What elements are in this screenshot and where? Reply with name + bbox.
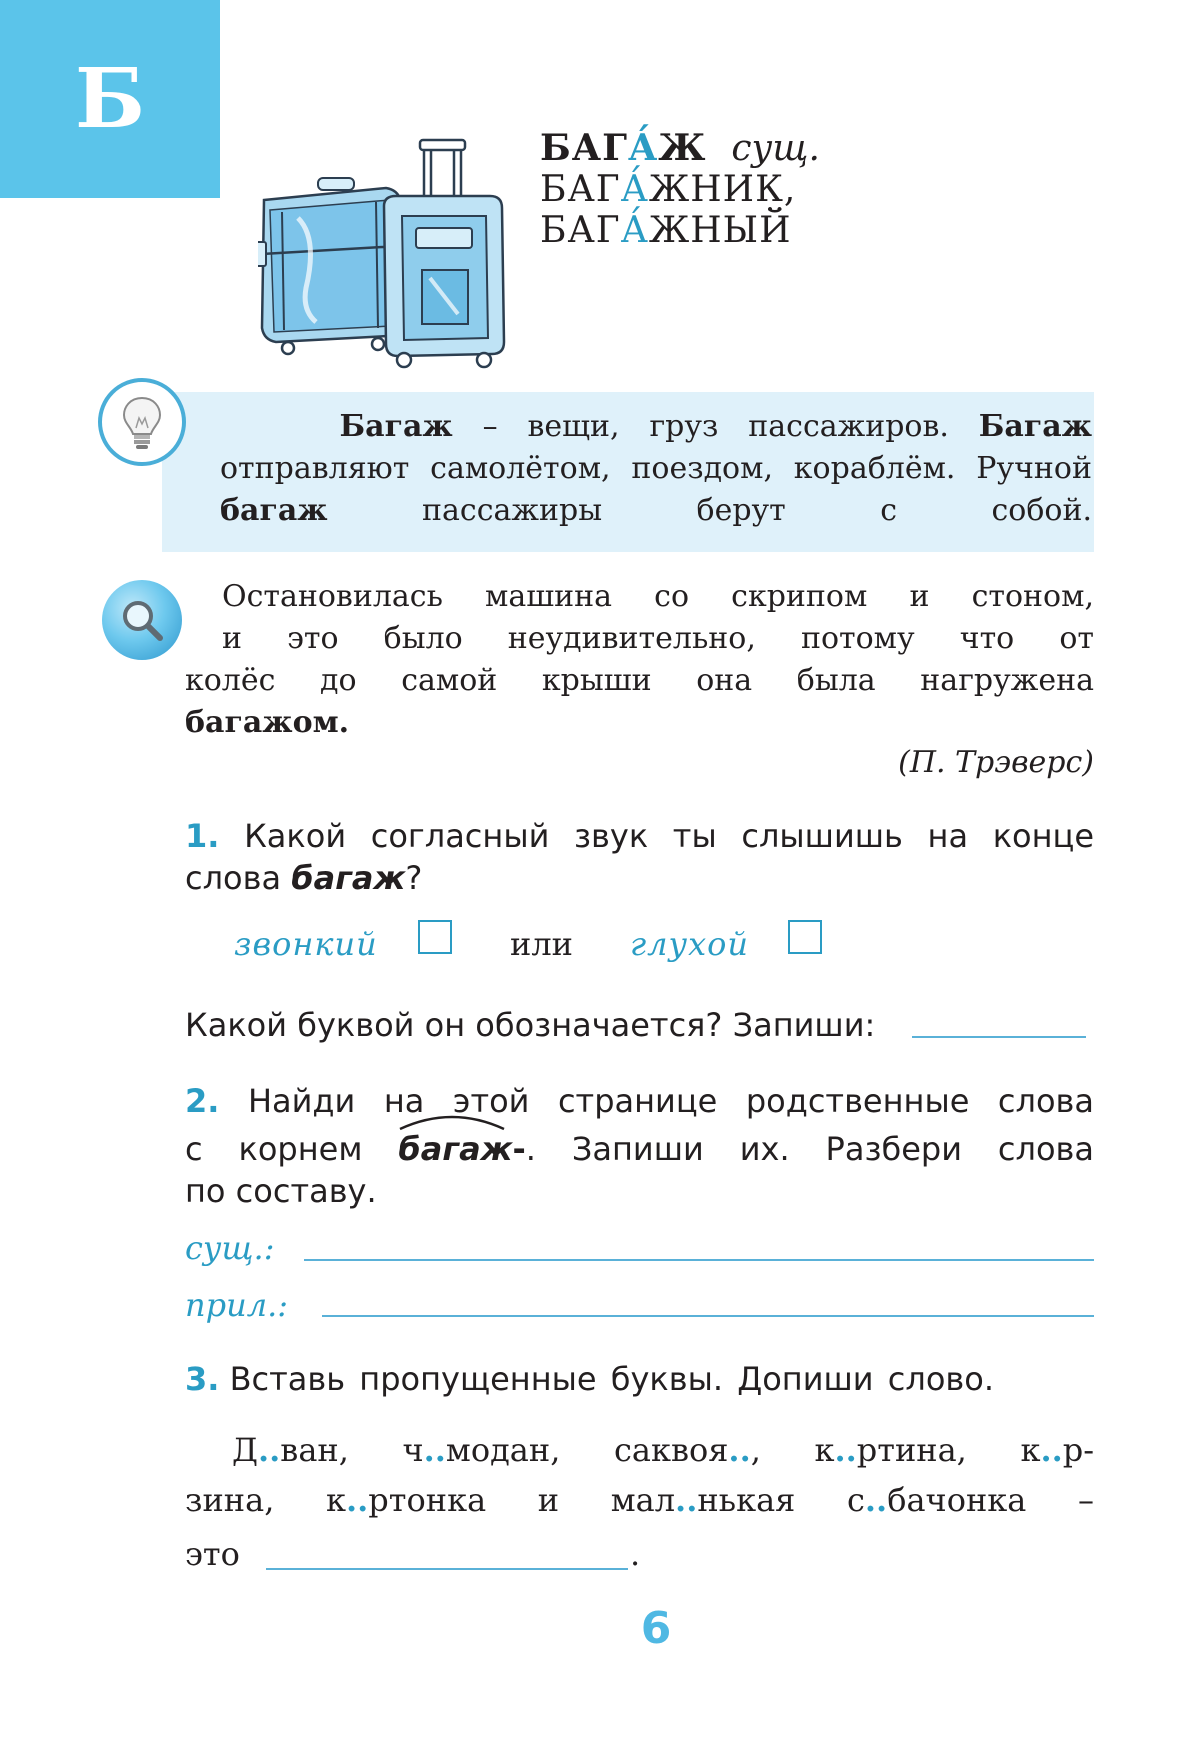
derived-word-part: БАГ [540, 210, 621, 251]
definition-text [220, 406, 1092, 532]
lightbulb-icon [98, 378, 186, 466]
definition-keyword: Багаж [339, 409, 453, 444]
missing-letter-dots[interactable]: .. [1040, 1431, 1063, 1469]
exercise-1-text: ? [405, 859, 423, 897]
word-part: ван, [280, 1431, 349, 1469]
exercise-1-text: слова [185, 859, 292, 897]
definition-keyword: багаж [220, 493, 328, 528]
letter-answer-line[interactable] [912, 1036, 1086, 1038]
missing-letter-dots[interactable]: .. [864, 1481, 888, 1519]
word-sobachonka [847, 1481, 1094, 1519]
section-letter: Б [74, 51, 146, 147]
root-mark [398, 1127, 512, 1171]
word-malenkaya [611, 1481, 796, 1519]
exercise-1-line-2 [185, 856, 422, 900]
section-letter-tab [0, 0, 220, 198]
exercise-2-line-2 [185, 1127, 1094, 1171]
word-part: модан, [445, 1431, 561, 1469]
definition-part: – вещи, груз пассажиров. [452, 409, 979, 444]
final-word-answer-line[interactable] [266, 1568, 628, 1570]
exercise-2-root: багаж [398, 1130, 513, 1168]
word-part: , [750, 1431, 761, 1469]
adjective-answer-line[interactable] [322, 1315, 1094, 1317]
option-voiceless-label: глухой [630, 925, 750, 963]
exercise-2-root-dash: - [512, 1130, 526, 1168]
exercise-1-line-1 [185, 814, 1094, 858]
exercise-2-text: . Запиши их. Разбери слова [525, 1130, 1095, 1168]
word-part: с [846, 1481, 865, 1519]
exercise-1-text: Какой согласный звук ты слышишь на конце [244, 817, 1095, 855]
word-part: к [814, 1431, 835, 1469]
exercise-1-number: 1. [185, 817, 220, 855]
missing-letter-dots[interactable]: .. [675, 1481, 698, 1519]
missing-letter-dots[interactable]: .. [346, 1481, 369, 1519]
quote-line-3: колёс до самой крыши она была нагружена [185, 663, 1094, 698]
word-part: Д [232, 1431, 259, 1469]
exercise-3-words-line-1 [232, 1428, 1094, 1472]
derived-word-accent: А́ [620, 169, 649, 210]
word-korzina-end: зина, [185, 1481, 275, 1519]
derived-word-part: ЖНЫЙ [648, 210, 792, 251]
word-part: нькая [697, 1481, 796, 1519]
word-korzina-start [1020, 1431, 1094, 1469]
luggage-illustration [258, 138, 510, 370]
derived-word-part: ЖНИК, [648, 169, 797, 210]
noun-answer-line[interactable] [304, 1259, 1094, 1261]
page-number: 6 [640, 1603, 672, 1654]
word-part: ртонка [368, 1481, 487, 1519]
missing-letter-dots[interactable]: .. [728, 1431, 751, 1469]
derived-word-2 [540, 210, 980, 251]
word-part: ч [402, 1431, 424, 1469]
noun-label: сущ.: [185, 1229, 275, 1267]
word-part: к [1020, 1431, 1041, 1469]
word-sakvoyazh [614, 1431, 761, 1469]
derived-word-part: БАГ [540, 169, 621, 210]
part-of-speech: сущ. [731, 128, 820, 169]
exercise-3-words-line-2 [185, 1478, 1094, 1522]
quote-author: (П. Трэверс) [898, 745, 1094, 780]
word-part: к [326, 1481, 346, 1519]
magnifier-icon [102, 580, 182, 660]
definition-part: отправляют самолётом, поездом, кораблём. Ручной [220, 451, 1092, 486]
headword-main-part: Ж [658, 127, 707, 169]
exercise-1-question-2: Какой буквой он обозначается? Запиши: [185, 1006, 876, 1044]
missing-letter-dots[interactable]: .. [258, 1431, 281, 1469]
missing-letter-dots[interactable]: .. [834, 1431, 857, 1469]
exercise-3-number: 3. [185, 1360, 220, 1398]
adjective-label: прил.: [185, 1286, 289, 1324]
exercise-2-number: 2. [185, 1082, 220, 1120]
exercise-3-text: Вставь пропущенные буквы. Допиши слово. [229, 1360, 994, 1398]
word-part: ртина, [856, 1431, 967, 1469]
exercise-2-text: Найди на этой странице родственные слова [247, 1082, 1095, 1120]
voiceless-checkbox[interactable] [788, 920, 822, 954]
exercise-1-word: багаж [291, 859, 406, 897]
word-part: р- [1062, 1431, 1095, 1469]
headword-main-accent: А́ [627, 127, 659, 169]
word-part: мал [610, 1481, 676, 1519]
root-arc [396, 1109, 508, 1131]
quote-line-4 [185, 702, 349, 744]
derived-word-1 [540, 169, 980, 210]
word-eto: это [185, 1535, 240, 1573]
word-divan [232, 1431, 349, 1469]
word-chemodan [402, 1431, 560, 1469]
definition-part: пассажиры берут с собой. [327, 493, 1092, 528]
or-word: или [510, 925, 573, 963]
word-part: саквоя [613, 1431, 729, 1469]
definition-keyword: Багаж [978, 409, 1092, 444]
exercise-2-line-1 [185, 1079, 1094, 1123]
quote-line-1: Остановилась машина со скрипом и стоном, [222, 579, 1094, 614]
option-voiced-label: звонкий [234, 925, 378, 963]
exercise-3-line [185, 1357, 994, 1401]
headword-main-part: БАГ [540, 127, 628, 169]
exercise-2-line-3: по составу. [185, 1172, 377, 1210]
derived-word-accent: А́ [620, 210, 649, 251]
missing-letter-dots[interactable]: .. [423, 1431, 446, 1469]
voiced-checkbox[interactable] [418, 920, 452, 954]
quote-line-2: и это было неудивительно, потому что от [222, 621, 1094, 656]
word-part: бачонка – [887, 1481, 1094, 1519]
headword-block [540, 128, 980, 251]
quote-keyword: багажом. [185, 705, 350, 740]
word-and: и [537, 1481, 560, 1519]
headword-main [540, 128, 980, 169]
exercise-2-text: с корнем [185, 1130, 399, 1168]
word-kartonka [326, 1481, 486, 1519]
final-period: . [630, 1535, 641, 1573]
word-kartina [814, 1431, 966, 1469]
